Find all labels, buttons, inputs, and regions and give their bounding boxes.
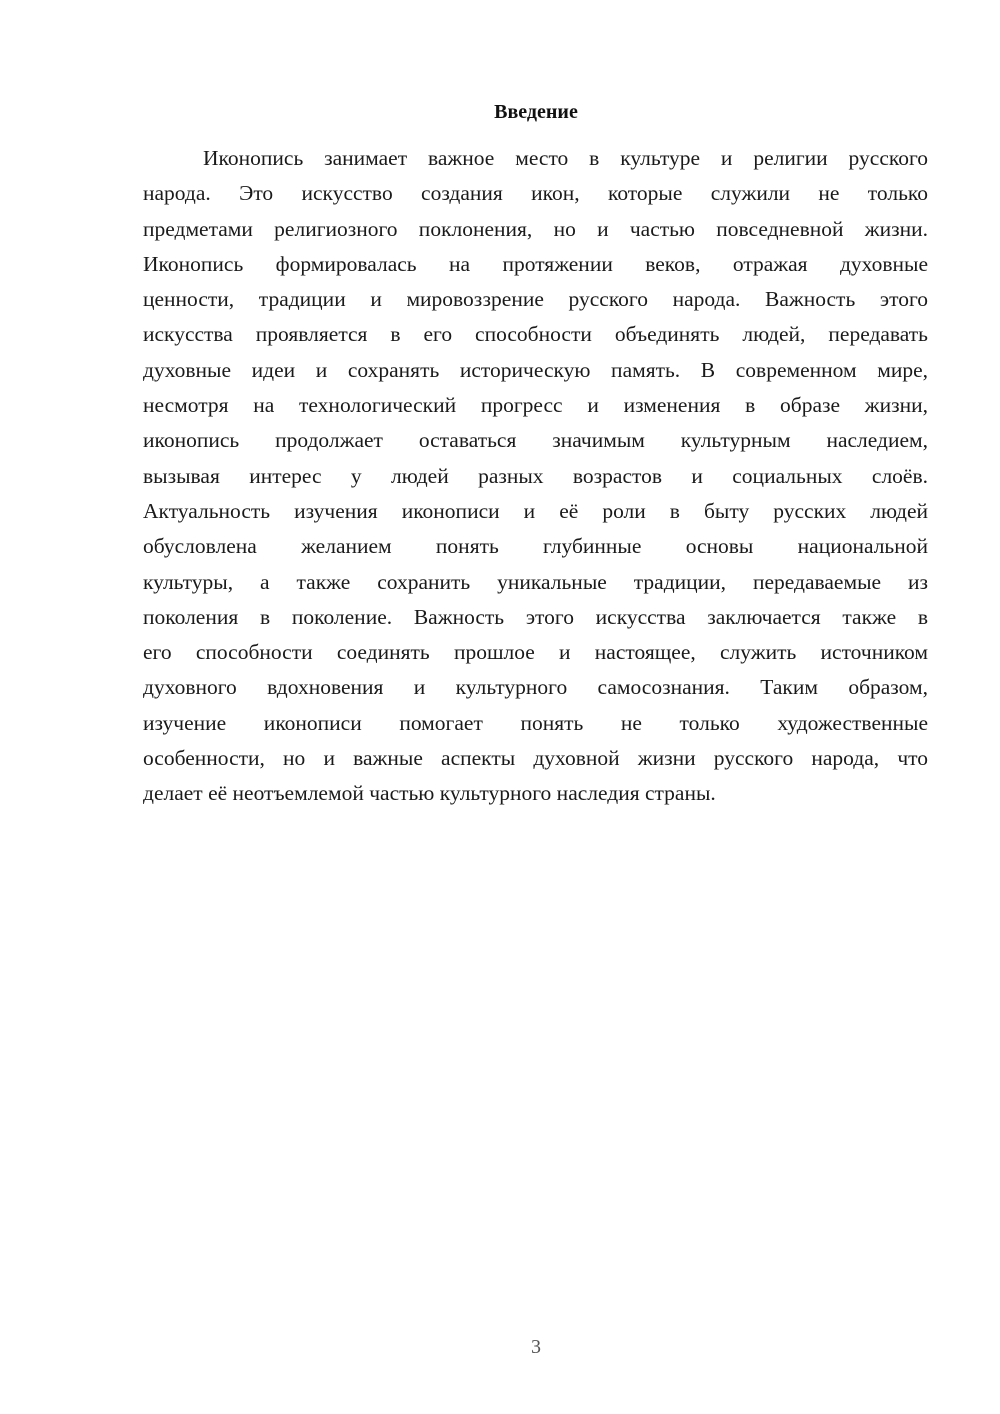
- paragraph-line: ценности, традиции и мировоззрение русского народа. Важность этого: [143, 287, 928, 312]
- paragraph-line: культуры, а также сохранить уникальные традиции, передаваемые из: [143, 569, 928, 594]
- paragraph-line: Иконопись занимает важное место в культуре и религии русского: [203, 146, 928, 170]
- section-title: Введение: [494, 101, 578, 123]
- paragraph-line: иконопись продолжает оставаться значимым культурным наследием,: [143, 428, 928, 453]
- paragraph-line: несмотря на технологический прогресс и изменения в образе жизни,: [143, 393, 928, 418]
- paragraph-line: Актуальность изучения иконописи и её роли в быту русских людей: [143, 498, 928, 523]
- paragraph-line: поколения в поколение. Важность этого искусства заключается также в: [143, 604, 928, 629]
- paragraph-line: его способности соединять прошлое и настоящее, служить источником: [143, 640, 928, 665]
- paragraph-line: духовного вдохновения и культурного самосознания. Таким образом,: [143, 675, 928, 700]
- paragraph-line: обусловлена желанием понять глубинные основы национальной: [143, 534, 928, 559]
- paragraph-line: вызывая интерес у людей разных возрастов и социальных слоёв.: [143, 463, 928, 488]
- paragraph-line: духовные идеи и сохранять историческую память. В современном мире,: [143, 357, 928, 382]
- paragraph-line: Иконопись формировалась на протяжении веков, отражая духовные: [143, 251, 928, 276]
- paragraph-line: предметами религиозного поклонения, но и частью повседневной жизни.: [143, 216, 928, 241]
- page-number: 3: [531, 1336, 541, 1358]
- paragraph-line: искусства проявляется в его способности объединять людей, передавать: [143, 322, 928, 347]
- paragraph-line: изучение иконописи помогает понять не только художественные: [143, 710, 928, 735]
- body-paragraph: [143, 141, 928, 812]
- paragraph-line: особенности, но и важные аспекты духовной жизни русского народа, что: [143, 746, 928, 771]
- paragraph-line: народа. Это искусство создания икон, которые служили не только: [143, 181, 928, 206]
- paragraph-line: делает её неотъемлемой частью культурного наследия страны.: [143, 781, 716, 806]
